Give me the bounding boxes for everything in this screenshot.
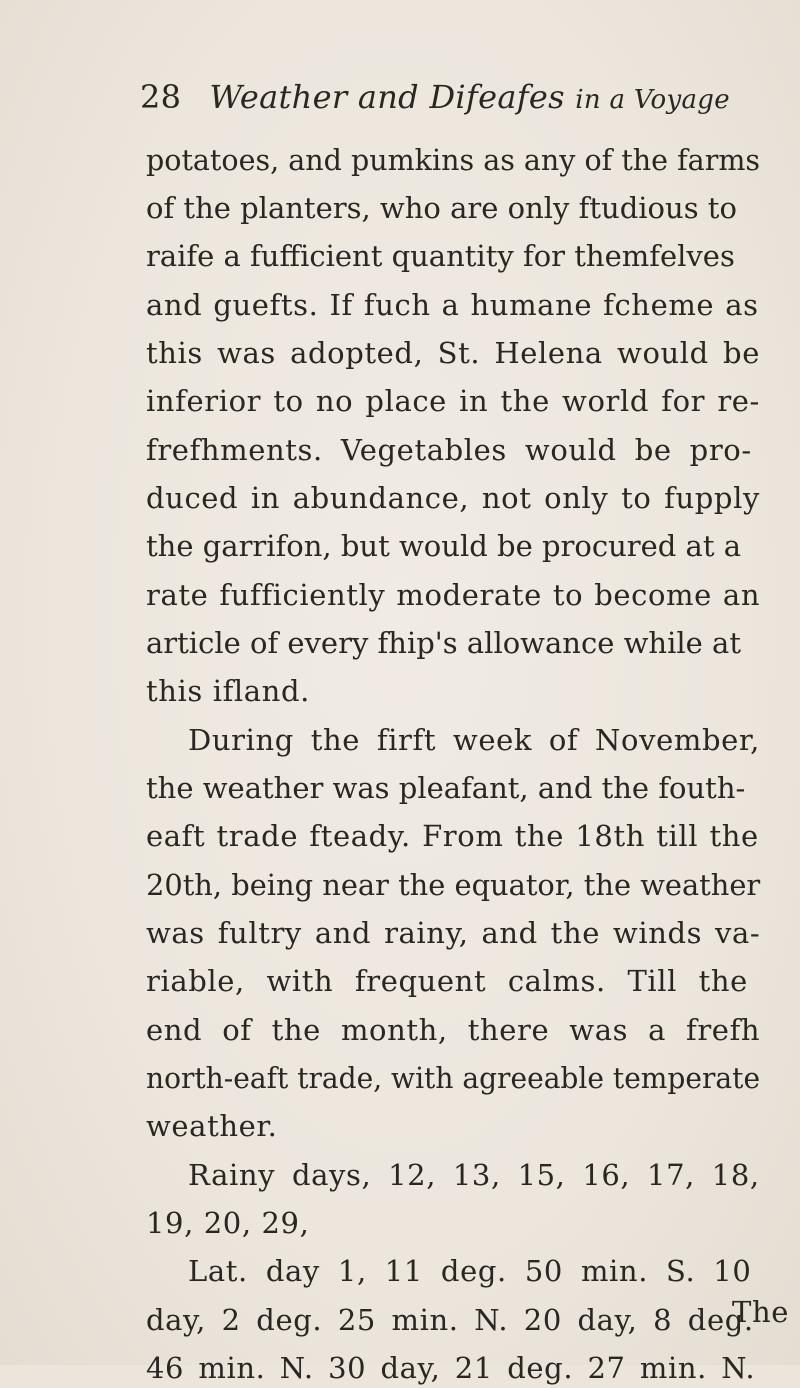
text-line: During the firft week of November, bbox=[188, 723, 760, 757]
text-line: rate fufficiently moderate to become an bbox=[146, 578, 761, 612]
text-line: weather. bbox=[146, 1109, 278, 1143]
text-line: end of the month, there was a frefh bbox=[146, 1013, 761, 1047]
text-line: this ifland. bbox=[146, 674, 310, 708]
text-line: inferior to no place in the world for re- bbox=[146, 384, 760, 418]
text-line: eaft trade fteady. From the 18th till the bbox=[146, 819, 759, 853]
text-line: Lat. day 1, 11 deg. 50 min. S. 10 bbox=[188, 1254, 752, 1288]
running-title-small: in a Voyage bbox=[575, 85, 730, 115]
text-line: article of every fhip's allowance while at bbox=[146, 626, 741, 660]
text-line: 19, 20, 29, bbox=[146, 1206, 310, 1240]
text-line: the garrifon, but would be procured at a bbox=[146, 529, 742, 563]
text-line: raife a fufficient quantity for themfelves bbox=[146, 239, 735, 273]
text-line: frefhments. Vegetables would be pro- bbox=[146, 433, 752, 467]
text-line: this was adopted, St. Helena would be bbox=[146, 336, 760, 370]
text-line: and guefts. If fuch a humane fcheme as bbox=[146, 288, 759, 322]
text-line: 46 min. N. 30 day, 21 deg. 27 min. N. bbox=[146, 1351, 756, 1385]
catchword: The bbox=[732, 1295, 789, 1329]
running-title bbox=[209, 78, 730, 116]
text-line: 20th, being near the equator, the weather bbox=[146, 868, 761, 902]
text-line: potatoes, and pumkins as any of the farms bbox=[146, 143, 761, 177]
text-line: the weather was pleafant, and the fouth- bbox=[146, 771, 746, 805]
text-line: duced in abundance, not only to fupply bbox=[146, 481, 760, 515]
running-head bbox=[140, 78, 730, 116]
running-title-main: Weather and Difeafes bbox=[209, 78, 576, 116]
text-line: was fultry and rainy, and the winds va- bbox=[146, 916, 761, 950]
text-line: north-eaft trade, with agreeable temperate bbox=[146, 1061, 761, 1095]
text-line: day, 2 deg. 25 min. N. 20 day, 8 deg. bbox=[146, 1303, 754, 1337]
text-line: of the planters, who are only ftudious to bbox=[146, 191, 737, 225]
page-number: 28 bbox=[140, 78, 182, 116]
text-line: riable, with frequent calms. Till the bbox=[146, 964, 748, 998]
text-line: Rainy days, 12, 13, 15, 16, 17, 18, bbox=[188, 1158, 760, 1192]
